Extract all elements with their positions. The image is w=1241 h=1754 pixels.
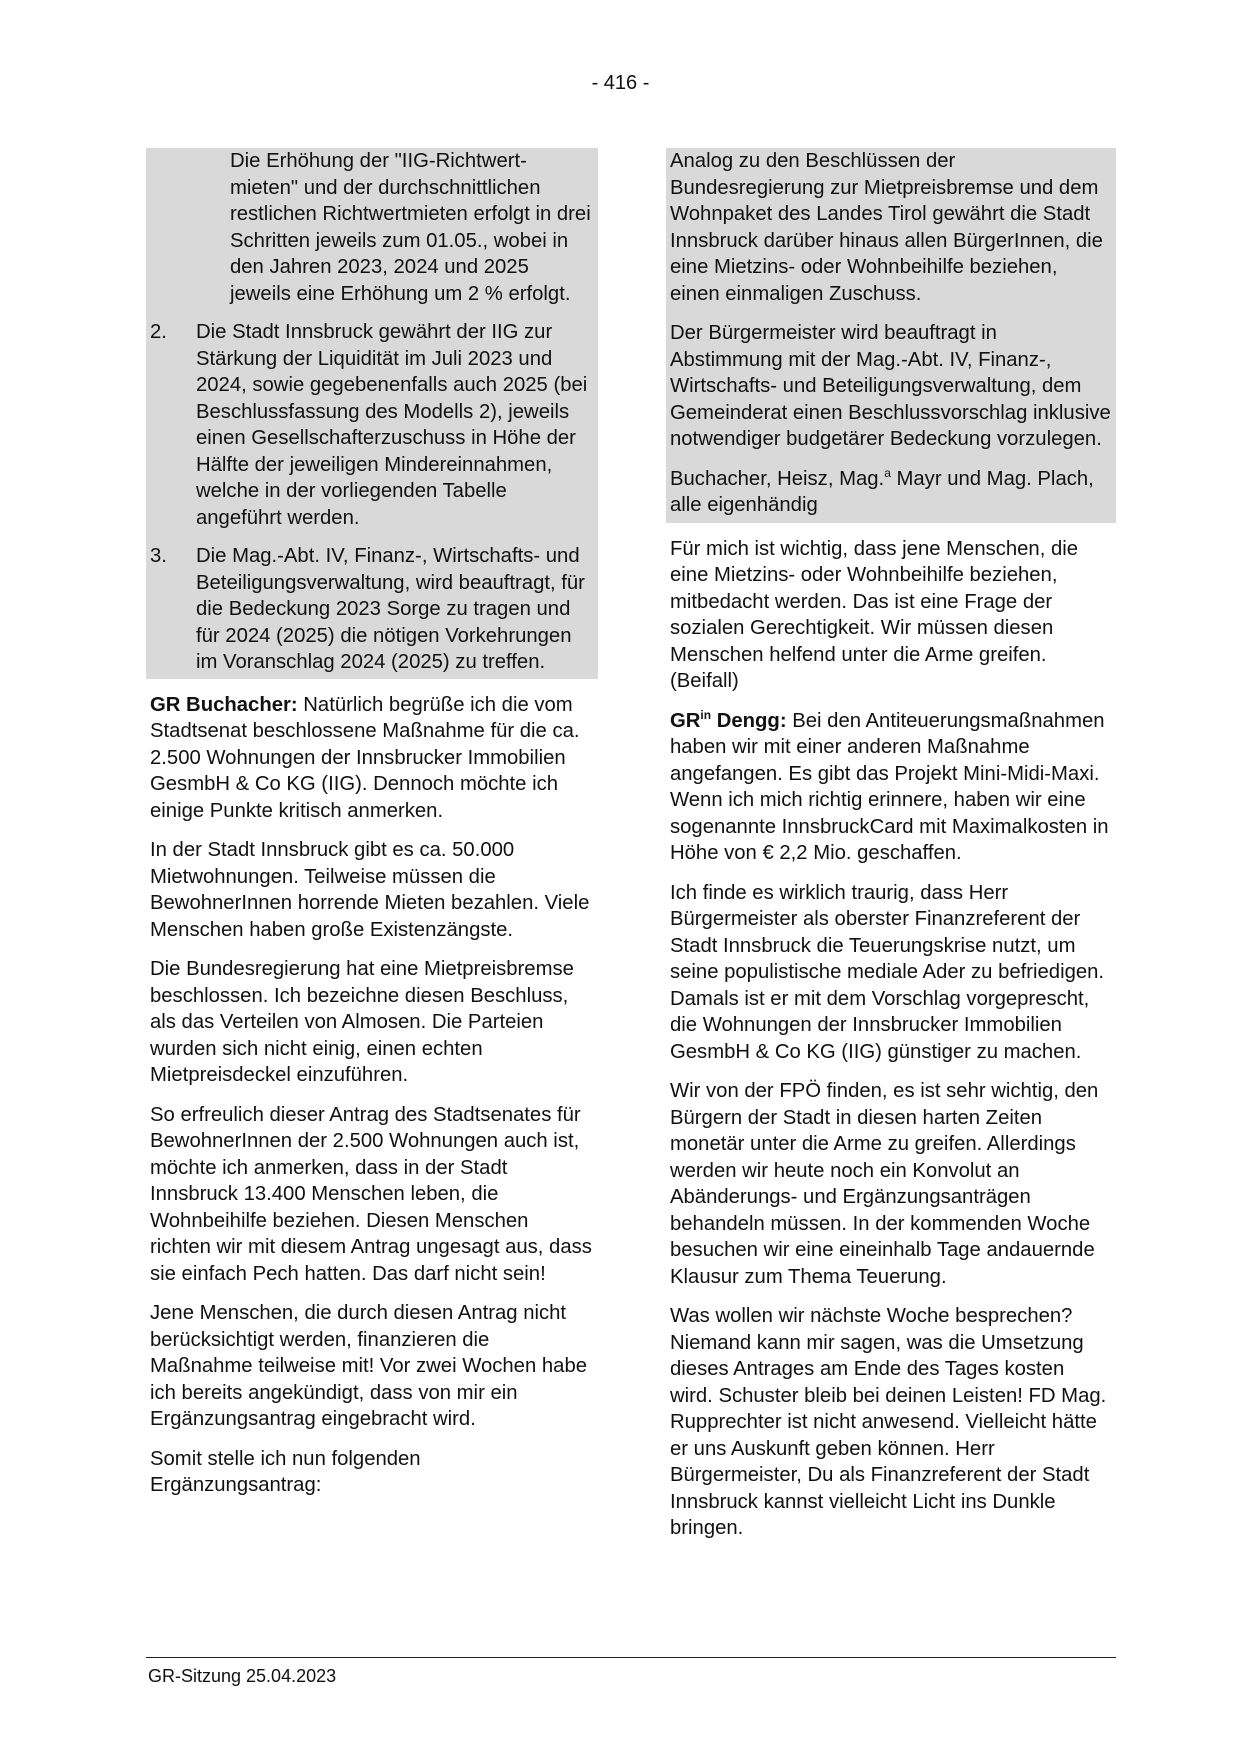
paragraph: Die Bundesregierung hat eine Mietpreisbremse beschlossen. Ich bezeichne diesen Beschluss, als das Verteilen von Almosen. Die Parteien wurden sich nicht einig, einen echten Mietpreisdeckel einzuführen. — [150, 958, 574, 1086]
left-column — [146, 148, 598, 1512]
motion-item-2 — [150, 319, 594, 531]
speaker-name — [670, 707, 787, 732]
paragraph: Für mich ist wichtig, dass jene Menschen, die eine Mietzins- oder Wohnbeihilfe beziehen, mitbedacht werden. Das ist eine Frage der sozialen Gerechtigkeit. Wir müssen diesen Menschen helfend unter die Arme greifen. (Beifall) — [670, 537, 1079, 692]
page-number: - 416 - — [591, 72, 650, 94]
motion-box-right — [666, 148, 1116, 523]
paragraph: Ich finde es wirklich traurig, dass Herr Bürgermeister als oberster Finanzreferent der Stadt Innsbruck die Teuerungskrise nutzt, um seine populistische mediale Ader zu befriedigen. Damals ist er mit dem Vorschlag vorgeprescht, die Wohnungen der Innsbrucker Immobilien GesmbH & Co KG (IIG) günstiger zu machen. — [670, 881, 1105, 1063]
speaker-name: GR Buchacher: — [150, 693, 298, 716]
motion-paragraph: Analog zu den Beschlüssen der Bundesregierung zur Mietpreisbremse und dem Wohnpaket des Landes Tirol gewährt die Stadt Innsbruck darüber hinaus allen BürgerInnen, die eine Mietzins- oder Wohnbeihilfe beziehen, einen einmaligen Zuschuss. — [670, 150, 1103, 305]
motion-box-left — [146, 148, 598, 679]
paragraph-text: Natürlich begrüße ich die vom Stadtsenat beschlossene Maßnahme für die ca. 2.500 Wohnungen der Innsbrucker Immobilien GesmbH & Co KG (IIG). Dennoch möchte ich einige Punkte kritisch anmerken. — [150, 693, 580, 822]
right-column — [666, 148, 1116, 1555]
speaker-title: GR — [670, 709, 701, 732]
paragraph: Wir von der FPÖ finden, es ist sehr wichtig, den Bürgern der Stadt in diesen harten Zeiten monetär unter die Arme zu greifen. Allerdings werden wir heute noch ein Konvolut an Abänderungs- und Ergänzungsanträgen behandeln müssen. In der kommenden Woche besuchen wir eine eineinhalb Tage andauernde Klausur zum Thema Teuerung. — [670, 1080, 1099, 1288]
signatories-text: Mayr und Mag. Plach, alle eigenhändig — [670, 467, 1094, 516]
paragraph: So erfreulich dieser Antrag des Stadtsenates für BewohnerInnen der 2.500 Wohnungen auch ist, möchte ich anmerken, dass in der Stadt Innsbruck 13.400 Menschen leben, die Wohnbeihilfe beziehen. Diesen Menschen richten wir mit diesem Antrag ungesagt aus, dass sie einfach Pech hatten. Das darf nicht sein! — [150, 1103, 592, 1285]
speaker-surname: Dengg: — [711, 709, 787, 732]
speech-paragraph — [146, 692, 598, 825]
motion-item-text: Die Stadt Innsbruck gewährt der IIG zur Stärkung der Liquidität im Juli 2023 und 2024, sowie gegebenenfalls auch 2025 (bei Beschlussfassung des Modells 2), jeweils einen Gesellschafterzuschuss in Höhe der Hälfte der jeweiligen Mindereinnahmen, welche in der vorliegenden Tabelle angeführt werden. — [196, 321, 588, 529]
motion-item-3 — [150, 543, 594, 676]
superscript: in — [700, 707, 712, 722]
motion-item-number: 2. — [150, 321, 167, 343]
paragraph-text: Bei den Antiteuerungsmaßnahmen haben wir mit einer anderen Maßnahme angefangen. Es gibt das Projekt Mini-Midi-Maxi. Wenn ich mich richtig erinnere, haben wir eine sogenannte InnsbruckCard mit Maximalkosten in Höhe von € 2,2 Mio. geschaffen. — [670, 709, 1109, 864]
motion-signatories — [670, 466, 1112, 519]
paragraph: In der Stadt Innsbruck gibt es ca. 50.000 Mietwohnungen. Teilweise müssen die BewohnerInnen horrende Mieten bezahlen. Viele Menschen haben große Existenzängste. — [150, 839, 590, 941]
paragraph: Jene Menschen, die durch diesen Antrag nicht berücksichtigt werden, finanzieren die Maßnahme teilweise mit! Vor zwei Wochen habe ich bereits angekündigt, dass von mir ein Ergänzungsantrag eingebracht wird. — [150, 1302, 587, 1430]
motion-item-number: 3. — [150, 545, 167, 567]
paragraph: Somit stelle ich nun folgenden Ergänzungsantrag: — [150, 1447, 421, 1496]
speech-paragraph — [666, 708, 1116, 867]
motion-item-text: Die Mag.-Abt. IV, Finanz-, Wirtschafts- und Beteiligungsverwaltung, wird beauftragt, für die Bedeckung 2023 Sorge zu tragen und für 2024 (2025) die nötigen Vorkehrungen im Voranschlag 2024 (2025) zu treffen. — [196, 545, 585, 673]
paragraph: Was wollen wir nächste Woche besprechen? Niemand kann mir sagen, was die Umsetzung dieses Antrages am Ende des Tages kosten wird. Schuster bleib bei deinen Leisten! FD Mag. Rupprechter ist nicht anwesend. Vielleicht hätte er uns Auskunft geben können. Herr Bürgermeister, Du als Finanzreferent der Stadt Innsbruck kannst vielleicht Licht ins Dunkle bringen. — [670, 1305, 1107, 1539]
footer-session-date: GR-Sitzung 25.04.2023 — [148, 1666, 337, 1686]
footer-divider — [146, 1657, 1116, 1658]
signatories-text: Buchacher, Heisz, Mag. — [670, 467, 885, 490]
motion-item-1-continuation: Die Erhöhung der "IIG-Richtwert-mieten" und der durchschnittlichen restlichen Richtwertmieten erfolgt in drei Schritten jeweils zum 01.05., wobei in den Jahren 2023, 2024 und 2025 jeweils eine Erhöhung um 2 % erfolgt. — [230, 150, 591, 305]
superscript: a — [884, 465, 891, 480]
motion-paragraph: Der Bürgermeister wird beauftragt in Abstimmung mit der Mag.-Abt. IV, Finanz-, Wirtschafts- und Beteiligungsverwaltung, dem Gemeinderat einen Beschlussvorschlag inklusive notwendiger budgetärer Bedeckung vorzulegen. — [670, 322, 1111, 450]
